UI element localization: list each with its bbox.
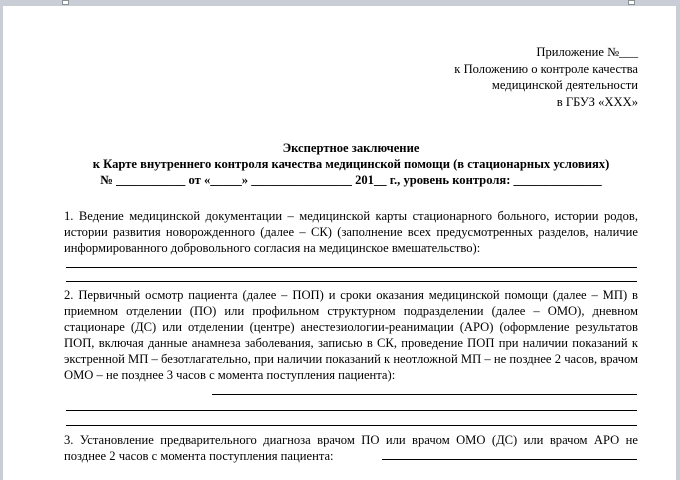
appendix-activity: медицинской деятельности xyxy=(491,78,638,92)
section-3-answer-line xyxy=(382,459,637,460)
title-heading: Экспертное заключение xyxy=(282,141,420,155)
window-frame-left xyxy=(0,6,3,480)
appendix-number: Приложение №___ xyxy=(536,45,638,59)
title-details: № ___________ от «_____» ________________ 201__ г., уровень контроля: ______________ xyxy=(100,173,602,187)
section-1-text: 1. Ведение медицинской документации – медицинской карты стационарного больного, истории родов, истории развития новорожденного (далее – СК) (заполнение всех предусмотренных разделов, наличие информированного добровольного согласия на медицинское вмешательство): xyxy=(64,209,638,255)
appendix-institution: в ГБУЗ «ХХХ» xyxy=(556,94,638,109)
window-frame-right xyxy=(676,6,680,480)
section-2-answer-line-2 xyxy=(66,410,637,411)
section-1-answer-line xyxy=(66,267,637,268)
section-2 xyxy=(64,287,638,383)
document-page xyxy=(64,0,638,480)
document-title xyxy=(64,140,638,188)
appendix-block xyxy=(338,44,638,110)
section-1-separator xyxy=(66,281,637,282)
section-1 xyxy=(64,208,638,256)
section-2-separator xyxy=(66,425,637,426)
title-subheading: к Карте внутреннего контроля качества медицинской помощи (в стационарных условиях) xyxy=(92,157,610,171)
section-3-text: 3. Установление предварительного диагноза врачом ПО или врачом ОМО (ДС) или врачом АРО не позднее 2 часов с момента поступления пациента: xyxy=(64,433,638,463)
section-2-answer-line xyxy=(212,394,637,395)
section-2-text: 2. Первичный осмотр пациента (далее – ПОП) и сроки оказания медицинской помощи (далее – МП) в приемном отделении (ПО) или профильном структурном подразделении (далее – ОМО), дневном стационаре (ДС) или отделении (центре) анестезиологии-реанимации (АРО) (оформление результатов ПОП, включая данные анамнеза заболевания, записью в СК, проведение ПОП при наличии показаний к экстренной МП – безотлагательно, при наличии показаний к неотложной МП – не позднее 2 часов, врачом ОМО – не позднее 3 часов с момента поступления пациента): xyxy=(64,288,638,382)
appendix-regulation: к Положению о контроле качества xyxy=(454,61,638,76)
